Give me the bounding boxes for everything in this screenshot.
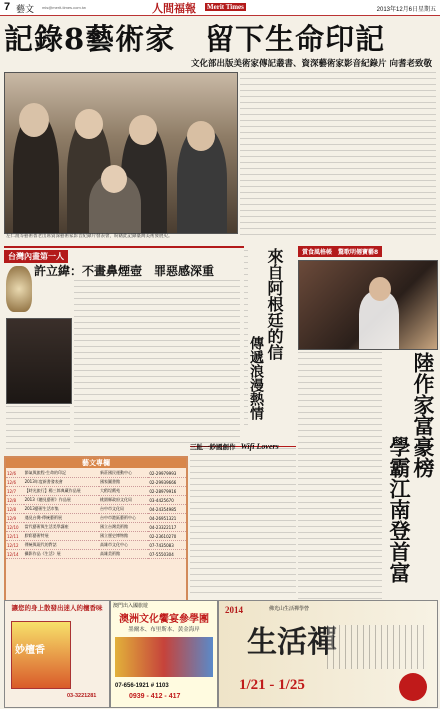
lu-section: [298, 246, 436, 606]
event-place: 大稻埕戲苑: [99, 487, 148, 496]
event-row: [6, 496, 186, 505]
event-date: 12/12: [6, 541, 24, 550]
event-title: 當代藝術與生活美學講座: [24, 523, 99, 532]
lu-section-tag: 賞食風格帳 驚歌明僊寶藝8: [298, 246, 382, 257]
ad-australia-tour[interactable]: [110, 600, 218, 708]
ad-zen-sub: 佛光山生活禪學營: [269, 606, 310, 612]
newspaper-logo-en: Merit Times: [207, 3, 244, 11]
issue-weekday: 星期五: [417, 7, 436, 13]
event-date: 12/9: [6, 514, 24, 523]
argentina-article-text: [244, 250, 248, 430]
ad-zen-year: 2014: [225, 605, 243, 615]
event-title: 【時光旅行】楊三郎典藏作品展: [24, 487, 99, 496]
trilogy-title-en: Wifi Lovers: [240, 442, 279, 451]
ad-tour-phone: 07-656-1921 # 1103: [115, 683, 169, 689]
ad-incense-product: 妙檀香: [15, 645, 45, 656]
lu-headline-1: 陸作家富豪榜: [411, 352, 436, 478]
event-row: [6, 541, 186, 550]
event-row: [6, 487, 186, 496]
event-phone: 07-7435083: [148, 541, 186, 550]
photo-caption: 左仁渡等藝術耆老出席資深藝術家影音紀錄片發表會，盼藉此記錄臺灣美術發展史。: [6, 234, 173, 239]
section-title: 許立緯：不畫鼻煙壺 罪惡感深重: [34, 264, 215, 278]
event-phone: 02-28979916: [148, 487, 186, 496]
event-row: [6, 523, 186, 532]
artists-group-photo: [4, 72, 238, 234]
events-header: 藝文專欄: [6, 458, 186, 468]
event-place: 新莊國民運動中心: [99, 469, 148, 478]
event-date: 12/10: [6, 523, 24, 532]
event-title: 2013年度新書發表會: [24, 478, 99, 487]
ad-incense[interactable]: [4, 600, 110, 708]
argentina-headline-2: 傳遞浪漫熱情: [248, 336, 264, 420]
event-phone: 04-23322117: [148, 523, 186, 532]
trilogy-text: [190, 448, 296, 598]
taiwan-article-text-2: [6, 406, 70, 450]
event-row: [6, 514, 186, 523]
event-title: 節氣與旅程-生命的印記: [24, 469, 99, 478]
taiwan-article-text: [74, 280, 240, 448]
events-box: [4, 456, 188, 602]
section-tag: 台灣內畫第一人: [4, 250, 68, 263]
section-name: 藝文: [16, 5, 35, 15]
event-date: 12/8: [6, 505, 24, 514]
event-title: 2013《聽見藝術》作品展: [24, 496, 99, 505]
masthead: [0, 0, 440, 16]
ad-tour-top: 澳門出入國旅遊: [113, 603, 149, 609]
event-title: 2013藝術生活市集: [24, 505, 99, 514]
lu-article-text: [298, 352, 382, 602]
ad-zen-details: [327, 625, 427, 669]
lu-headline-2: 學霸江南登首富: [387, 436, 412, 583]
newspaper-logo: 人間福報: [152, 2, 196, 15]
taiwan-section: [4, 246, 244, 454]
event-title: 膠彩藝術特展: [24, 532, 99, 541]
event-phone: 02-29979993: [148, 469, 186, 478]
event-phone: 02-23610270: [148, 532, 186, 541]
event-phone: 07-5550304: [148, 550, 186, 559]
article-body-top: [240, 72, 436, 240]
event-date: 12/7: [6, 487, 24, 496]
snuff-bottle-photo: [6, 266, 32, 312]
event-place: 台中市港區藝術中心: [99, 514, 148, 523]
section-email: mis@merit-times.com.tw: [42, 5, 86, 10]
issue-date: 2013年12月6日: [376, 7, 418, 13]
event-phone: 04-24354985: [148, 505, 186, 514]
event-date: 12/8: [6, 496, 24, 505]
event-date: 12/6: [6, 469, 24, 478]
event-phone: 04-26951321: [148, 514, 186, 523]
ad-incense-phone: 03-3221281: [67, 693, 97, 699]
page-headline: 記錄8藝術家 留下生命印記: [4, 22, 386, 56]
event-place: 國立台灣美術館: [99, 523, 148, 532]
event-place: 國家圖書館: [99, 478, 148, 487]
event-title: 傳統與現代的對話: [24, 541, 99, 550]
event-date: 12/6: [6, 478, 24, 487]
events-table: [6, 469, 186, 559]
ad-zen-dates: 1/21 - 1/25: [239, 677, 305, 693]
argentina-article: [246, 246, 292, 432]
author-photo: [298, 260, 438, 350]
event-title: 遇見台灣-傳統藝術展: [24, 514, 99, 523]
page-number: 7: [4, 1, 11, 13]
ad-tour-title: 澳洲文化饗宴參學團: [119, 614, 209, 625]
tour-photo: [115, 637, 213, 677]
event-row: [6, 469, 186, 478]
event-row: [6, 478, 186, 487]
event-place: 高雄市文化中心: [99, 541, 148, 550]
trilogy-title: 三趾一鈔國創作: [190, 443, 236, 451]
ad-zen-title: 生活禪: [247, 625, 337, 660]
event-title: 攝影作品《生活》展: [24, 550, 99, 559]
event-phone: 02-29939666: [148, 478, 186, 487]
event-row: [6, 505, 186, 514]
argentina-headline-1: 來自阿根廷的信: [265, 248, 284, 360]
event-date: 12/11: [6, 532, 24, 541]
event-date: 12/14: [6, 550, 24, 559]
event-place: 桃園縣政府文化局: [99, 496, 148, 505]
trilogy-heading: [190, 434, 296, 451]
event-place: 高雄美術館: [99, 550, 148, 559]
ad-tour-phone-2: 0939 - 412 - 417: [129, 693, 181, 700]
ad-zen-camp[interactable]: [218, 600, 438, 708]
event-row: [6, 550, 186, 559]
artist-photo: [6, 318, 72, 404]
event-phone: 03-4425670: [148, 496, 186, 505]
ad-tour-sub: 墨爾本、布里斯本、黃金海岸: [128, 627, 200, 633]
ad-incense-title: 讓您的身上散發出迷人的檀香味: [11, 604, 103, 612]
ad-zen-badge: [399, 673, 427, 701]
event-place: 台中市文化局: [99, 505, 148, 514]
event-row: [6, 532, 186, 541]
event-place: 國立歷史博物館: [99, 532, 148, 541]
page-subheadline: 文化部出版美術家傳記叢書、資深藝術家影音紀錄片 向耆老致敬: [191, 59, 432, 69]
